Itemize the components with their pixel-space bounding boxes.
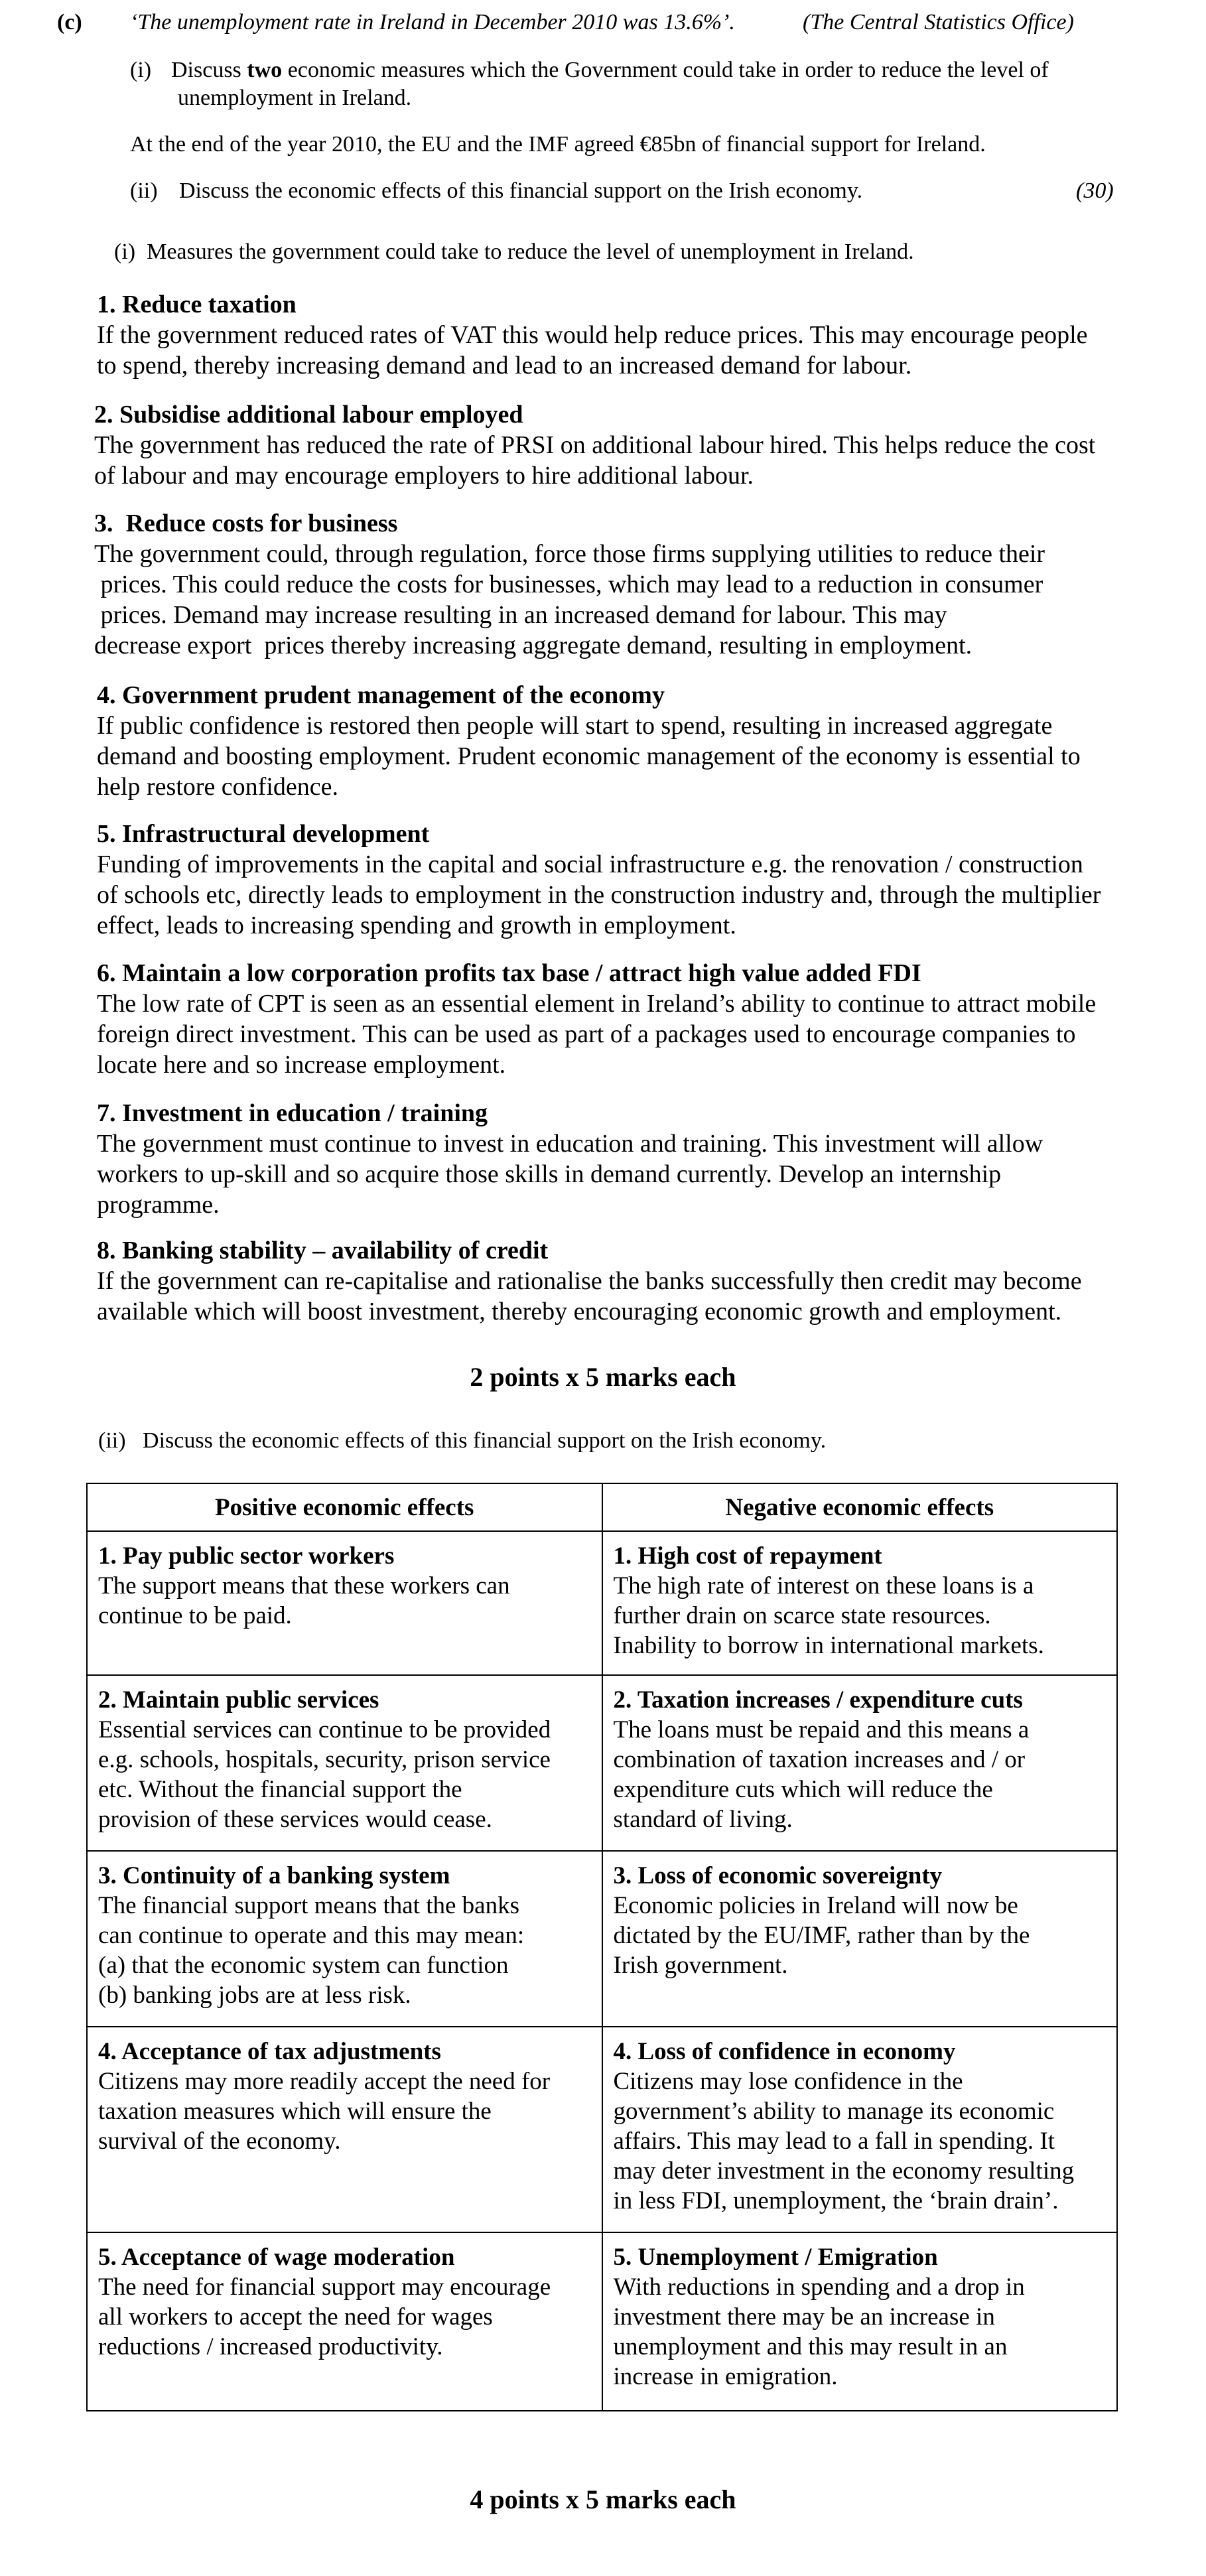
measure-item [97, 958, 1096, 1080]
effect-title: 5. Acceptance of wage moderation [98, 2244, 455, 2271]
measure-text-line: decrease export prices thereby increasing aggregate demand, resulting in employment. [94, 632, 972, 659]
effect-text-line: provision of these services would cease. [98, 1806, 492, 1834]
table-row [87, 1851, 1117, 2027]
part-i-heading: (i) Measures the government could take to reduce the level of unemployment in Ireland. [114, 239, 914, 264]
question-marks: (30) [1076, 178, 1114, 203]
effects-table-body [87, 1531, 1117, 2411]
measure-item [97, 819, 1101, 941]
table-row [87, 2232, 1117, 2411]
measure-title: 7. Investment in education / training [97, 1099, 488, 1127]
effect-text-line: further drain on scarce state resources. [613, 1602, 991, 1629]
measure-title: 2. Subsidise additional labour employed [94, 401, 523, 429]
effect-text-line: may deter investment in the economy resulting [613, 2157, 1075, 2185]
measure-text-line: effect, leads to increasing spending and growth in employment. [97, 912, 736, 939]
effect-text-line: Citizens may lose confidence in the [613, 2067, 963, 2095]
effect-text-line: Citizens may more readily accept the need for [98, 2067, 551, 2095]
question-i-line2: unemployment in Ireland. [178, 86, 412, 110]
measure-text-line: locate here and so increase employment. [97, 1051, 506, 1079]
question-ii-text: Discuss the economic effects of this financial support on the Irish economy. [179, 178, 863, 203]
negative-effect-cell [602, 2232, 1118, 2411]
question-context: At the end of the year 2010, the EU and the IMF agreed €85bn of financial support for Ireland. [130, 132, 986, 157]
effect-text-line: all workers to accept the need for wages [98, 2303, 493, 2331]
effect-text-line: in less FDI, unemployment, the ‘brain drain’. [613, 2187, 1059, 2214]
measure-text-line: of schools etc, directly leads to employment in the construction industry and, through the multiplier [97, 881, 1101, 909]
measure-text-line: The low rate of CPT is seen as an essential element in Ireland’s ability to continue to attract mobile [97, 990, 1097, 1018]
measure-item [97, 680, 1081, 802]
measure-title: 4. Government prudent management of the economy [97, 681, 665, 709]
effect-title: 3. Continuity of a banking system [98, 1862, 450, 1889]
effect-title: 5. Unemployment / Emigration [613, 2244, 938, 2271]
effects-table [86, 1483, 1118, 2411]
positive-effects-header: Positive economic effects [87, 1483, 602, 1531]
effect-text-line: expenditure cuts which will reduce the [613, 1776, 993, 1804]
question-quote: ‘The unemployment rate in Ireland in December 2010 was 13.6%’. [130, 10, 735, 34]
measure-item [94, 399, 1095, 491]
measure-text-line: The government could, through regulation, force those firms supplying utilities to reduce their [94, 540, 1045, 568]
effect-text-line: The need for financial support may encourage [98, 2273, 551, 2301]
negative-effect-cell [602, 1851, 1118, 2027]
part-label: (c) [57, 10, 82, 34]
measure-text-line: available which will boost investment, thereby encouraging economic growth and employment. [97, 1298, 1062, 1325]
measure-text-line: If the government reduced rates of VAT this would help reduce prices. This may encourage people [97, 321, 1088, 349]
positive-effect-cell [87, 2232, 602, 2411]
table-row [87, 2027, 1117, 2232]
measure-item [97, 1098, 1043, 1220]
effect-text-line: etc. Without the financial support the [98, 1776, 462, 1804]
effect-text-line: continue to be paid. [98, 1602, 292, 1629]
measure-text-line: programme. [97, 1191, 220, 1219]
question-i-text [171, 56, 1049, 85]
marking-scheme-i: 2 points x 5 marks each [470, 1362, 736, 1392]
negative-effects-header: Negative economic effects [602, 1483, 1118, 1531]
negative-effect-cell [602, 2027, 1118, 2232]
effect-text-line: taxation measures which will ensure the [98, 2097, 492, 2125]
positive-effect-cell [87, 1851, 602, 2027]
effect-text-line: The support means that these workers can [98, 1572, 510, 1599]
marking-scheme-ii: 4 points x 5 marks each [470, 2484, 736, 2514]
effect-text-line: Inability to borrow in international markets. [613, 1632, 1044, 1659]
effect-text-line: investment there may be an increase in [613, 2303, 995, 2331]
measure-title: 8. Banking stability – availability of credit [97, 1237, 549, 1264]
measure-text-line: If public confidence is restored then people will start to spend, resulting in increased aggregate [97, 712, 1053, 740]
effect-title: 4. Acceptance of tax adjustments [98, 2037, 441, 2065]
effect-title: 4. Loss of confidence in economy [613, 2037, 956, 2065]
positive-effect-cell [87, 1531, 602, 1675]
measure-text-line: foreign direct investment. This can be used as part of a packages used to encourage companies to [97, 1020, 1076, 1048]
effect-text-line: With reductions in spending and a drop in [613, 2273, 1025, 2301]
effect-text-line: reductions / increased productivity. [98, 2333, 443, 2361]
table-row [87, 1531, 1117, 1675]
measure-title: 1. Reduce taxation [97, 291, 297, 318]
effect-text-line: (b) banking jobs are at less risk. [98, 1981, 411, 2009]
effect-text-line: standard of living. [613, 1806, 793, 1834]
measure-text-line: Funding of improvements in the capital and social infrastructure e.g. the renovation / construction [97, 850, 1083, 878]
effect-text-line: dictated by the EU/IMF, rather than by the [613, 1921, 1030, 1949]
question-i-before: Discuss [171, 58, 241, 82]
question-i-after: economic measures which the Government could take in order to reduce the level of [287, 58, 1049, 82]
measure-item [94, 508, 1045, 661]
table-row [87, 1675, 1117, 1851]
effect-title: 1. High cost of repayment [613, 1542, 882, 1570]
question-source: (The Central Statistics Office) [803, 10, 1074, 34]
measure-text-line: workers to up-skill and so acquire those skills in demand currently. Develop an internship [97, 1160, 1002, 1188]
measure-title: 5. Infrastructural development [97, 820, 430, 848]
effect-text-line: Irish government. [613, 1951, 788, 1979]
effect-title: 3. Loss of economic sovereignty [613, 1862, 943, 1889]
effect-text-line: combination of taxation increases and / or [613, 1746, 1026, 1774]
measure-title: 3. Reduce costs for business [94, 509, 398, 537]
effect-text-line: affairs. This may lead to a fall in spending. It [613, 2127, 1055, 2155]
measure-item [97, 289, 1088, 381]
negative-effect-cell [602, 1675, 1118, 1851]
measure-text-line: The government has reduced the rate of PRSI on additional labour hired. This helps reduce the cost [94, 431, 1096, 459]
effect-text-line: increase in emigration. [613, 2363, 838, 2391]
measure-text-line: demand and boosting employment. Prudent economic management of the economy is essential to [97, 742, 1081, 770]
positive-effect-cell [87, 2027, 602, 2232]
effect-text-line: unemployment and this may result in an [613, 2333, 1008, 2361]
effect-text-line: government’s ability to manage its economic [613, 2097, 1055, 2125]
measure-text-line: help restore confidence. [97, 773, 338, 801]
measure-text-line: prices. Demand may increase resulting in an increased demand for labour. This may [94, 601, 947, 629]
effect-text-line: (a) that the economic system can function [98, 1951, 509, 1979]
effect-text-line: survival of the economy. [98, 2127, 341, 2155]
effect-text-line: The financial support means that the banks [98, 1891, 519, 1919]
effect-text-line: e.g. schools, hospitals, security, prison service [98, 1746, 551, 1774]
measure-text-line: The government must continue to invest in education and training. This investment will allow [97, 1130, 1043, 1158]
measure-text-line: to spend, thereby increasing demand and lead to an increased demand for labour. [97, 352, 912, 379]
effect-text-line: can continue to operate and this may mean: [98, 1921, 525, 1949]
positive-effect-cell [87, 1675, 602, 1851]
negative-effect-cell [602, 1531, 1118, 1675]
measure-item [97, 1235, 1082, 1327]
measure-title: 6. Maintain a low corporation profits tax base / attract high value added FDI [97, 959, 921, 987]
measure-text-line: prices. This could reduce the costs for businesses, which may lead to a reduction in consumer [94, 571, 1043, 598]
question-i-number: (i) [130, 58, 152, 82]
effect-text-line: The high rate of interest on these loans is a [613, 1572, 1034, 1599]
measure-text-line: If the government can re-capitalise and rationalise the banks successfully then credit may become [97, 1267, 1082, 1295]
measure-text-line: of labour and may encourage employers to hire additional labour. [94, 462, 754, 490]
effect-text-line: The loans must be repaid and this means a [613, 1716, 1030, 1744]
part-ii-heading: (ii) Discuss the economic effects of this financial support on the Irish economy. [98, 1428, 827, 1453]
effect-text-line: Economic policies in Ireland will now be [613, 1891, 1018, 1919]
effect-text-line: Essential services can continue to be provided [98, 1716, 551, 1744]
table-header-row [87, 1483, 1117, 1531]
question-i-bold: two [247, 58, 283, 82]
effect-title: 2. Taxation increases / expenditure cuts [613, 1686, 1023, 1714]
effect-title: 1. Pay public sector workers [98, 1542, 395, 1570]
effect-title: 2. Maintain public services [98, 1686, 379, 1714]
question-ii-number: (ii) [130, 178, 158, 203]
